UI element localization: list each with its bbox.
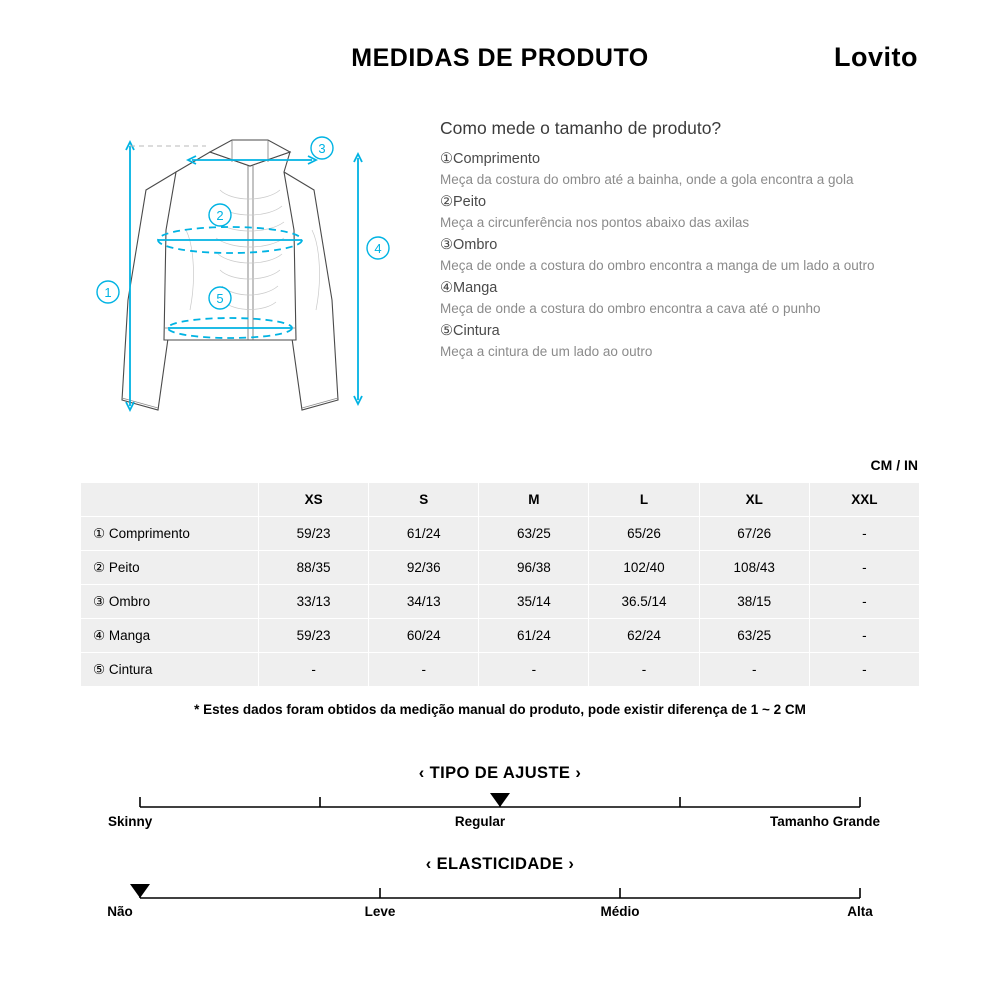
table-header-m: M bbox=[479, 483, 589, 517]
row-label-ombro: ③ Ombro bbox=[81, 585, 259, 619]
brand-logo: Lovito bbox=[834, 42, 918, 72]
measure-label: ③Ombro bbox=[440, 237, 498, 253]
measure-item-comprimento bbox=[440, 149, 940, 189]
table-row bbox=[81, 551, 920, 585]
cell: 33/13 bbox=[259, 585, 369, 619]
svg-text:2: 2 bbox=[216, 208, 224, 223]
cell: 63/25 bbox=[699, 619, 809, 653]
cell: - bbox=[479, 653, 589, 687]
cell: - bbox=[259, 653, 369, 687]
row-label-peito: ② Peito bbox=[81, 551, 259, 585]
row-label-manga: ④ Manga bbox=[81, 619, 259, 653]
cell: 34/13 bbox=[369, 585, 479, 619]
svg-text:5: 5 bbox=[216, 291, 224, 306]
measure-label: ⑤Cintura bbox=[440, 323, 500, 339]
table-header-blank bbox=[81, 483, 259, 517]
measure-item-cintura bbox=[440, 321, 940, 361]
cell: - bbox=[699, 653, 809, 687]
cell: 59/23 bbox=[259, 619, 369, 653]
cell: - bbox=[809, 585, 919, 619]
table-header-xs: XS bbox=[259, 483, 369, 517]
cell: - bbox=[809, 653, 919, 687]
size-table bbox=[80, 482, 920, 687]
cell: 102/40 bbox=[589, 551, 699, 585]
svg-text:1: 1 bbox=[104, 285, 112, 300]
cell: 96/38 bbox=[479, 551, 589, 585]
cell: - bbox=[589, 653, 699, 687]
table-header-row bbox=[81, 483, 920, 517]
cell: 38/15 bbox=[699, 585, 809, 619]
row-label-comprimento: ① Comprimento bbox=[81, 517, 259, 551]
measure-description: Meça de onde a costura do ombro encontra a manga de um lado a outro bbox=[440, 258, 875, 273]
cell: 62/24 bbox=[589, 619, 699, 653]
table-row bbox=[81, 585, 920, 619]
measure-item-manga bbox=[440, 278, 940, 318]
elasticity-label-leve: Leve bbox=[364, 904, 396, 919]
cell: 59/23 bbox=[259, 517, 369, 551]
cell: 60/24 bbox=[369, 619, 479, 653]
measure-item-ombro bbox=[440, 235, 940, 275]
cell: 61/24 bbox=[369, 517, 479, 551]
fit-scale-title: ‹ TIPO DE AJUSTE › bbox=[418, 764, 582, 782]
table-row bbox=[81, 653, 920, 687]
cell: 61/24 bbox=[479, 619, 589, 653]
measure-item-peito bbox=[440, 192, 940, 232]
cell: - bbox=[809, 551, 919, 585]
cell: 88/35 bbox=[259, 551, 369, 585]
fit-scale-labels bbox=[80, 814, 920, 834]
table-row bbox=[81, 619, 920, 653]
measure-description: Meça a cintura de um lado ao outro bbox=[440, 344, 653, 359]
elasticity-scale-title: ‹ ELASTICIDADE › bbox=[425, 855, 575, 873]
cell: 92/36 bbox=[369, 551, 479, 585]
elasticity-label-nao: Não bbox=[107, 904, 133, 919]
elasticity-scale-labels bbox=[80, 904, 920, 924]
cell: 63/25 bbox=[479, 517, 589, 551]
fit-label-tamanho-grande: Tamanho Grande bbox=[769, 814, 880, 829]
elasticity-label-medio: Médio bbox=[600, 904, 640, 919]
how-to-measure-title: Como mede o tamanho de produto? bbox=[440, 118, 722, 138]
row-label-cintura: ⑤ Cintura bbox=[81, 653, 259, 687]
svg-text:4: 4 bbox=[374, 241, 382, 256]
measurement-note: * Estes dados foram obtidos da medição manual do produto, pode existir diferença de 1 ~ 2 CM bbox=[194, 702, 806, 717]
table-header-xl: XL bbox=[699, 483, 809, 517]
svg-text:3: 3 bbox=[318, 141, 326, 156]
cell: - bbox=[809, 517, 919, 551]
table-header-s: S bbox=[369, 483, 479, 517]
cell: - bbox=[809, 619, 919, 653]
how-to-measure-panel bbox=[440, 118, 940, 364]
measure-description: Meça a circunferência nos pontos abaixo das axilas bbox=[440, 215, 750, 230]
cell: 35/14 bbox=[479, 585, 589, 619]
cell: 108/43 bbox=[699, 551, 809, 585]
table-header-l: L bbox=[589, 483, 699, 517]
cell: 36.5/14 bbox=[589, 585, 699, 619]
measure-label: ②Peito bbox=[440, 194, 487, 210]
fit-label-skinny: Skinny bbox=[108, 814, 153, 829]
cell: - bbox=[369, 653, 479, 687]
measure-label: ④Manga bbox=[440, 280, 498, 296]
fit-label-regular: Regular bbox=[454, 814, 506, 829]
table-row bbox=[81, 517, 920, 551]
page-title: MEDIDAS DE PRODUTO bbox=[351, 44, 649, 72]
elasticity-label-alta: Alta bbox=[847, 904, 873, 919]
units-label: CM / IN bbox=[870, 457, 918, 473]
measure-description: Meça da costura do ombro até a bainha, onde a gola encontra a gola bbox=[440, 172, 854, 187]
cell: 65/26 bbox=[589, 517, 699, 551]
measure-label: ①Comprimento bbox=[440, 151, 541, 167]
garment-illustration bbox=[80, 110, 420, 430]
table-header-xxl: XXL bbox=[809, 483, 919, 517]
measure-description: Meça de onde a costura do ombro encontra a cava até o punho bbox=[440, 301, 821, 316]
cell: 67/26 bbox=[699, 517, 809, 551]
